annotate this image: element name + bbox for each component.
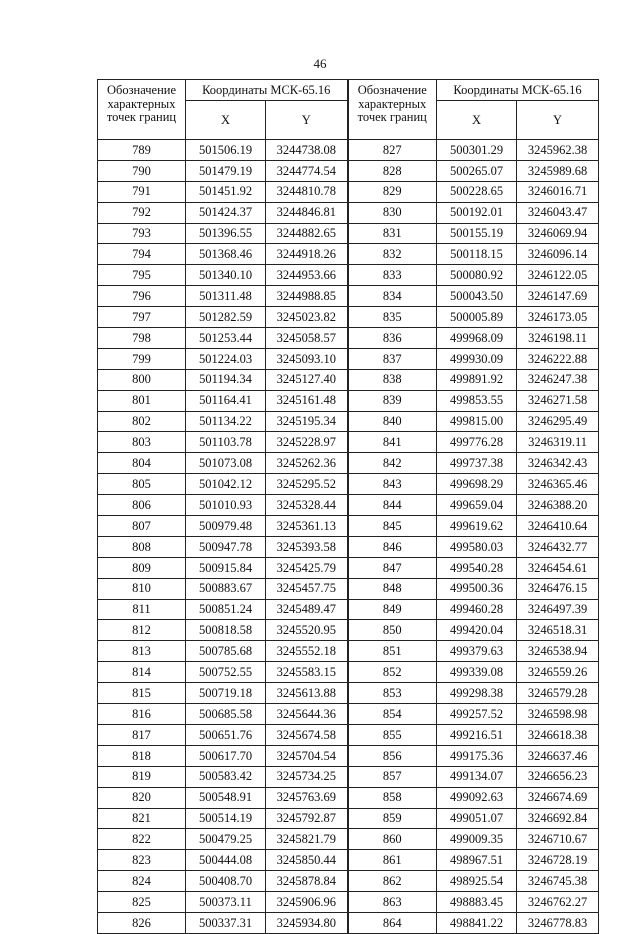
y-value-left: 3245425.79 (266, 557, 348, 578)
point-id-left: 814 (98, 662, 186, 683)
page-number: 46 (313, 56, 327, 71)
point-id-right: 843 (348, 474, 437, 495)
y-value-left: 3245583.15 (266, 662, 348, 683)
y-value-right: 3246674.69 (517, 787, 599, 808)
point-id-right: 864 (348, 912, 437, 933)
x-value-left: 501311.48 (186, 286, 266, 307)
y-value-left: 3245058.57 (266, 328, 348, 349)
point-id-left: 822 (98, 829, 186, 850)
header-x-right: X (437, 101, 517, 140)
point-id-right: 853 (348, 683, 437, 704)
y-value-right: 3246454.61 (517, 557, 599, 578)
coordinates-table (97, 79, 599, 934)
table-row (98, 328, 599, 349)
table-row (98, 140, 599, 161)
y-value-left: 3245328.44 (266, 495, 348, 516)
x-value-right: 500118.15 (437, 244, 517, 265)
x-value-right: 500043.50 (437, 286, 517, 307)
y-value-left: 3245878.84 (266, 871, 348, 892)
point-id-left: 792 (98, 202, 186, 223)
table-row (98, 244, 599, 265)
x-value-left: 500651.76 (186, 724, 266, 745)
y-value-left: 3245704.54 (266, 745, 348, 766)
y-value-right: 3245962.38 (517, 140, 599, 161)
point-id-right: 840 (348, 411, 437, 432)
x-value-right: 499853.55 (437, 390, 517, 411)
point-id-right: 835 (348, 307, 437, 328)
point-id-left: 789 (98, 140, 186, 161)
y-value-right: 3246579.28 (517, 683, 599, 704)
table-row (98, 265, 599, 286)
header-y-right: Y (517, 101, 599, 140)
point-id-right: 829 (348, 181, 437, 202)
point-id-right: 841 (348, 432, 437, 453)
x-value-left: 500514.19 (186, 808, 266, 829)
y-value-left: 3244774.54 (266, 160, 348, 181)
point-id-right: 859 (348, 808, 437, 829)
x-value-right: 499298.38 (437, 683, 517, 704)
y-value-left: 3245792.87 (266, 808, 348, 829)
y-value-right: 3246656.23 (517, 766, 599, 787)
point-id-left: 793 (98, 223, 186, 244)
y-value-right: 3246559.26 (517, 662, 599, 683)
point-id-right: 847 (348, 557, 437, 578)
y-value-left: 3245228.97 (266, 432, 348, 453)
table-row (98, 160, 599, 181)
point-id-right: 839 (348, 390, 437, 411)
point-id-right: 854 (348, 704, 437, 725)
x-value-right: 499540.28 (437, 557, 517, 578)
x-value-left: 500915.84 (186, 557, 266, 578)
x-value-left: 500408.70 (186, 871, 266, 892)
table-row (98, 766, 599, 787)
y-value-left: 3245295.52 (266, 474, 348, 495)
x-value-left: 500785.68 (186, 641, 266, 662)
x-value-right: 500301.29 (437, 140, 517, 161)
x-value-right: 499134.07 (437, 766, 517, 787)
x-value-left: 501103.78 (186, 432, 266, 453)
x-value-right: 499257.52 (437, 704, 517, 725)
y-value-right: 3246365.46 (517, 474, 599, 495)
point-id-left: 818 (98, 745, 186, 766)
table-row (98, 683, 599, 704)
x-value-right: 499815.00 (437, 411, 517, 432)
y-value-left: 3245821.79 (266, 829, 348, 850)
point-id-right: 842 (348, 453, 437, 474)
x-value-left: 500583.42 (186, 766, 266, 787)
point-id-left: 816 (98, 704, 186, 725)
y-value-right: 3246745.38 (517, 871, 599, 892)
x-value-left: 500851.24 (186, 599, 266, 620)
point-id-left: 805 (98, 474, 186, 495)
point-id-right: 863 (348, 892, 437, 913)
x-value-left: 500685.58 (186, 704, 266, 725)
point-id-left: 820 (98, 787, 186, 808)
x-value-right: 499619.62 (437, 516, 517, 537)
y-value-right: 3246618.38 (517, 724, 599, 745)
x-value-right: 500005.89 (437, 307, 517, 328)
table-row (98, 808, 599, 829)
y-value-left: 3244953.66 (266, 265, 348, 286)
table-row (98, 202, 599, 223)
x-value-left: 501224.03 (186, 348, 266, 369)
y-value-right: 3246388.20 (517, 495, 599, 516)
point-id-left: 824 (98, 871, 186, 892)
point-id-right: 861 (348, 850, 437, 871)
point-id-left: 813 (98, 641, 186, 662)
point-id-right: 860 (348, 829, 437, 850)
point-id-right: 827 (348, 140, 437, 161)
y-value-left: 3245127.40 (266, 369, 348, 390)
header-x-left: X (186, 101, 266, 140)
x-value-right: 500155.19 (437, 223, 517, 244)
y-value-right: 3246016.71 (517, 181, 599, 202)
table-row (98, 724, 599, 745)
y-value-left: 3245489.47 (266, 599, 348, 620)
y-value-left: 3245850.44 (266, 850, 348, 871)
point-id-left: 809 (98, 557, 186, 578)
y-value-left: 3245262.36 (266, 453, 348, 474)
y-value-right: 3246342.43 (517, 453, 599, 474)
x-value-right: 498883.45 (437, 892, 517, 913)
y-value-left: 3245734.25 (266, 766, 348, 787)
y-value-left: 3245195.34 (266, 411, 348, 432)
table-row (98, 223, 599, 244)
x-value-right: 498925.54 (437, 871, 517, 892)
y-value-left: 3244918.26 (266, 244, 348, 265)
x-value-right: 500080.92 (437, 265, 517, 286)
x-value-left: 501396.55 (186, 223, 266, 244)
x-value-right: 499092.63 (437, 787, 517, 808)
x-value-left: 500444.08 (186, 850, 266, 871)
x-value-right: 499580.03 (437, 536, 517, 557)
x-value-right: 499930.09 (437, 348, 517, 369)
point-id-right: 844 (348, 495, 437, 516)
table-row (98, 829, 599, 850)
x-value-right: 499339.08 (437, 662, 517, 683)
point-id-left: 798 (98, 328, 186, 349)
point-id-left: 819 (98, 766, 186, 787)
point-id-left: 807 (98, 516, 186, 537)
x-value-right: 500228.65 (437, 181, 517, 202)
x-value-right: 499698.29 (437, 474, 517, 495)
point-id-right: 838 (348, 369, 437, 390)
x-value-right: 500265.07 (437, 160, 517, 181)
x-value-right: 499379.63 (437, 641, 517, 662)
y-value-left: 3244810.78 (266, 181, 348, 202)
x-value-right: 499420.04 (437, 620, 517, 641)
y-value-right: 3246147.69 (517, 286, 599, 307)
y-value-left: 3245457.75 (266, 578, 348, 599)
x-value-left: 501010.93 (186, 495, 266, 516)
point-id-right: 856 (348, 745, 437, 766)
y-value-left: 3245161.48 (266, 390, 348, 411)
point-id-right: 857 (348, 766, 437, 787)
x-value-left: 501451.92 (186, 181, 266, 202)
x-value-left: 501424.37 (186, 202, 266, 223)
y-value-right: 3246173.05 (517, 307, 599, 328)
point-id-right: 834 (348, 286, 437, 307)
point-id-right: 850 (348, 620, 437, 641)
point-id-left: 826 (98, 912, 186, 933)
y-value-left: 3244882.65 (266, 223, 348, 244)
point-id-left: 802 (98, 411, 186, 432)
x-value-right: 499051.07 (437, 808, 517, 829)
y-value-right: 3246598.98 (517, 704, 599, 725)
y-value-right: 3246198.11 (517, 328, 599, 349)
x-value-left: 500719.18 (186, 683, 266, 704)
x-value-left: 500883.67 (186, 578, 266, 599)
x-value-left: 500979.48 (186, 516, 266, 537)
point-id-left: 811 (98, 599, 186, 620)
x-value-left: 500479.25 (186, 829, 266, 850)
x-value-right: 500192.01 (437, 202, 517, 223)
y-value-left: 3244738.08 (266, 140, 348, 161)
table-row (98, 871, 599, 892)
table-row (98, 369, 599, 390)
y-value-right: 3246043.47 (517, 202, 599, 223)
table-row (98, 432, 599, 453)
x-value-right: 499968.09 (437, 328, 517, 349)
point-id-left: 794 (98, 244, 186, 265)
point-id-left: 821 (98, 808, 186, 829)
header-coords-right: Координаты МСК-65.16 (437, 80, 599, 101)
x-value-right: 498967.51 (437, 850, 517, 871)
x-value-right: 499891.92 (437, 369, 517, 390)
x-value-left: 501134.22 (186, 411, 266, 432)
header-designation-left: Обозначение характерных точек границ (98, 80, 186, 140)
point-id-left: 797 (98, 307, 186, 328)
point-id-left: 791 (98, 181, 186, 202)
y-value-right: 3246122.05 (517, 265, 599, 286)
point-id-right: 837 (348, 348, 437, 369)
table-row (98, 620, 599, 641)
y-value-right: 3246319.11 (517, 432, 599, 453)
y-value-right: 3246762.27 (517, 892, 599, 913)
point-id-left: 810 (98, 578, 186, 599)
table-row (98, 578, 599, 599)
x-value-left: 500548.91 (186, 787, 266, 808)
point-id-left: 825 (98, 892, 186, 913)
y-value-right: 3246410.64 (517, 516, 599, 537)
y-value-left: 3245763.69 (266, 787, 348, 808)
point-id-left: 812 (98, 620, 186, 641)
table-row (98, 474, 599, 495)
point-id-right: 848 (348, 578, 437, 599)
table-row (98, 787, 599, 808)
table-row (98, 453, 599, 474)
y-value-right: 3246295.49 (517, 411, 599, 432)
x-value-right: 499460.28 (437, 599, 517, 620)
x-value-left: 501479.19 (186, 160, 266, 181)
y-value-right: 3246497.39 (517, 599, 599, 620)
x-value-right: 499737.38 (437, 453, 517, 474)
x-value-left: 501073.08 (186, 453, 266, 474)
y-value-right: 3246728.19 (517, 850, 599, 871)
x-value-left: 500373.11 (186, 892, 266, 913)
y-value-right: 3245989.68 (517, 160, 599, 181)
x-value-left: 501506.19 (186, 140, 266, 161)
point-id-right: 852 (348, 662, 437, 683)
x-value-right: 499009.35 (437, 829, 517, 850)
point-id-left: 801 (98, 390, 186, 411)
x-value-left: 501042.12 (186, 474, 266, 495)
x-value-left: 501253.44 (186, 328, 266, 349)
x-value-right: 499175.36 (437, 745, 517, 766)
y-value-left: 3244988.85 (266, 286, 348, 307)
table-row (98, 704, 599, 725)
table-row (98, 599, 599, 620)
y-value-right: 3246476.15 (517, 578, 599, 599)
point-id-right: 858 (348, 787, 437, 808)
y-value-left: 3245023.82 (266, 307, 348, 328)
point-id-right: 830 (348, 202, 437, 223)
point-id-right: 836 (348, 328, 437, 349)
point-id-left: 815 (98, 683, 186, 704)
table-row (98, 390, 599, 411)
table-row (98, 181, 599, 202)
table-row (98, 536, 599, 557)
point-id-left: 796 (98, 286, 186, 307)
x-value-left: 501164.41 (186, 390, 266, 411)
point-id-left: 808 (98, 536, 186, 557)
point-id-left: 795 (98, 265, 186, 286)
y-value-right: 3246222.88 (517, 348, 599, 369)
point-id-right: 828 (348, 160, 437, 181)
y-value-left: 3245361.13 (266, 516, 348, 537)
point-id-right: 833 (348, 265, 437, 286)
table-row (98, 495, 599, 516)
y-value-right: 3246778.83 (517, 912, 599, 933)
point-id-right: 849 (348, 599, 437, 620)
x-value-right: 498841.22 (437, 912, 517, 933)
point-id-right: 855 (348, 724, 437, 745)
point-id-right: 851 (348, 641, 437, 662)
x-value-left: 501368.46 (186, 244, 266, 265)
y-value-left: 3245393.58 (266, 536, 348, 557)
table-row (98, 411, 599, 432)
table-body (98, 140, 599, 934)
y-value-left: 3245613.88 (266, 683, 348, 704)
table-row (98, 307, 599, 328)
x-value-left: 500947.78 (186, 536, 266, 557)
table-row (98, 662, 599, 683)
point-id-right: 831 (348, 223, 437, 244)
y-value-left: 3245934.80 (266, 912, 348, 933)
table-row (98, 850, 599, 871)
y-value-left: 3245520.95 (266, 620, 348, 641)
y-value-right: 3246637.46 (517, 745, 599, 766)
x-value-left: 500818.58 (186, 620, 266, 641)
header-designation-right: Обозначение характерных точек границ (348, 80, 437, 140)
y-value-left: 3245093.10 (266, 348, 348, 369)
point-id-right: 845 (348, 516, 437, 537)
point-id-left: 806 (98, 495, 186, 516)
y-value-right: 3246247.38 (517, 369, 599, 390)
table-row (98, 745, 599, 766)
point-id-left: 790 (98, 160, 186, 181)
point-id-left: 799 (98, 348, 186, 369)
point-id-right: 846 (348, 536, 437, 557)
table-row (98, 286, 599, 307)
y-value-left: 3245674.58 (266, 724, 348, 745)
x-value-left: 500617.70 (186, 745, 266, 766)
y-value-right: 3246692.84 (517, 808, 599, 829)
x-value-right: 499659.04 (437, 495, 517, 516)
table-row (98, 641, 599, 662)
x-value-left: 501282.59 (186, 307, 266, 328)
x-value-right: 499500.36 (437, 578, 517, 599)
y-value-left: 3244846.81 (266, 202, 348, 223)
y-value-right: 3246096.14 (517, 244, 599, 265)
x-value-left: 500752.55 (186, 662, 266, 683)
table-row (98, 516, 599, 537)
point-id-right: 862 (348, 871, 437, 892)
point-id-right: 832 (348, 244, 437, 265)
point-id-left: 803 (98, 432, 186, 453)
y-value-right: 3246432.77 (517, 536, 599, 557)
x-value-left: 500337.31 (186, 912, 266, 933)
x-value-left: 501340.10 (186, 265, 266, 286)
point-id-left: 800 (98, 369, 186, 390)
table-row (98, 557, 599, 578)
header-y-left: Y (266, 101, 348, 140)
table-row (98, 892, 599, 913)
y-value-left: 3245906.96 (266, 892, 348, 913)
header-coords-left: Координаты МСК-65.16 (186, 80, 348, 101)
table-row (98, 912, 599, 933)
table-row (98, 348, 599, 369)
x-value-right: 499216.51 (437, 724, 517, 745)
y-value-right: 3246710.67 (517, 829, 599, 850)
y-value-right: 3246069.94 (517, 223, 599, 244)
point-id-left: 804 (98, 453, 186, 474)
point-id-left: 817 (98, 724, 186, 745)
y-value-left: 3245644.36 (266, 704, 348, 725)
y-value-right: 3246271.58 (517, 390, 599, 411)
point-id-left: 823 (98, 850, 186, 871)
y-value-right: 3246538.94 (517, 641, 599, 662)
y-value-right: 3246518.31 (517, 620, 599, 641)
x-value-right: 499776.28 (437, 432, 517, 453)
x-value-left: 501194.34 (186, 369, 266, 390)
y-value-left: 3245552.18 (266, 641, 348, 662)
